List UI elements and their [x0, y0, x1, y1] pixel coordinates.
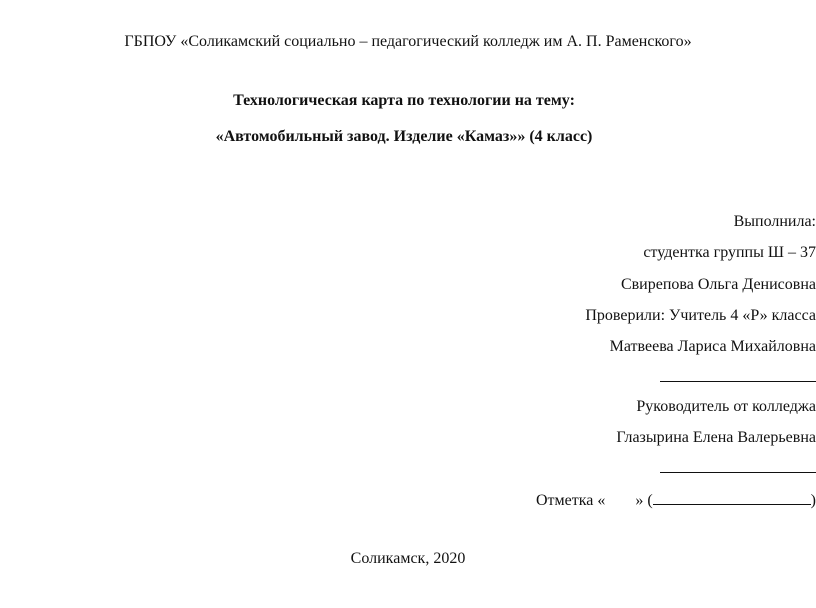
title-line-2: «Автомобильный завод. Изделие «Камаз»» (4 класс): [215, 128, 593, 145]
city-year: Соликамск, 2020: [350, 550, 466, 567]
teacher-name: Матвеева Лариса Михайловна: [609, 338, 816, 355]
grade-label: Отметка «: [535, 492, 606, 509]
supervisor-label: Руководитель от колледжа: [636, 398, 816, 415]
performed-label: Выполнила:: [733, 213, 816, 230]
student-name: Свирепова Ольга Денисовна: [620, 276, 816, 293]
institution-header: ГБПОУ «Соликамский социально – педагогический колледж им А. П. Раменского»: [124, 33, 692, 50]
teacher-signature-line: [660, 366, 816, 388]
student-group: студентка группы Ш – 37: [643, 244, 816, 261]
checked-by: Проверили: Учитель 4 «Р» класса: [585, 307, 816, 324]
grade-blank: [653, 489, 811, 505]
grade-close: » (: [635, 492, 653, 509]
supervisor-signature-line: [660, 457, 816, 479]
grade-line: [536, 489, 816, 511]
supervisor-name: Глазырина Елена Валерьевна: [616, 429, 816, 446]
grade-end: ): [810, 492, 816, 509]
title-line-1: Технологическая карта по технологии на тему:: [233, 92, 575, 109]
